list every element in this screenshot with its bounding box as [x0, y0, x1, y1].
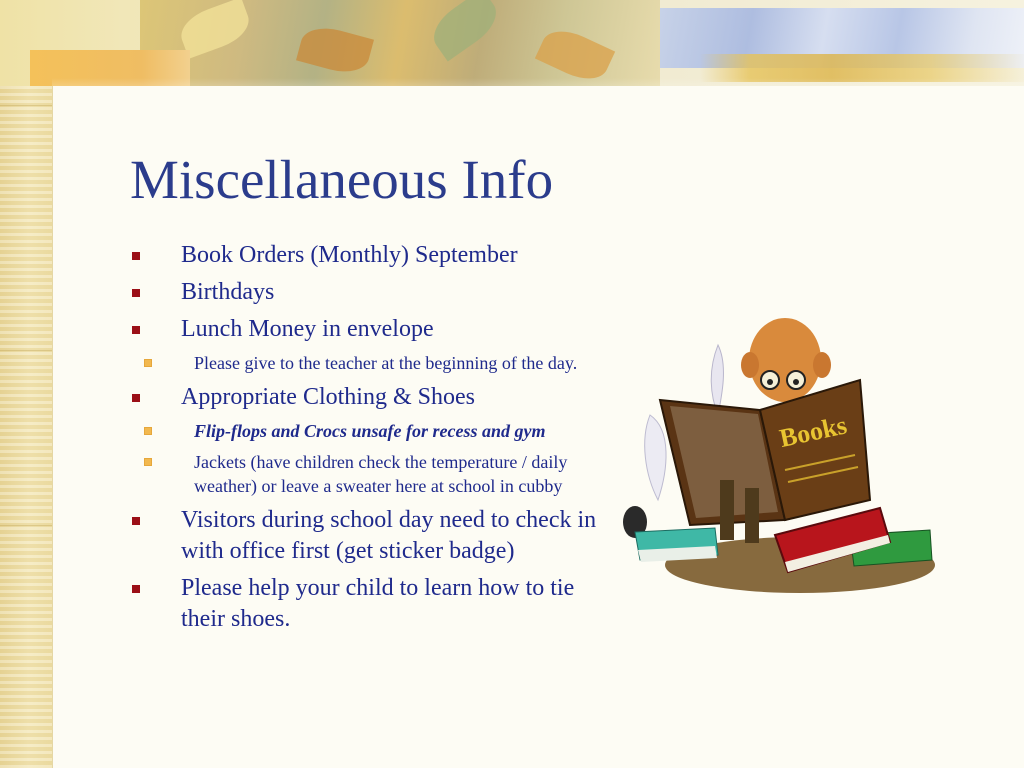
square-bullet-icon [132, 326, 140, 334]
strip-divider [0, 525, 52, 526]
bullet-text: Please help your child to learn how to tie their shoes. [181, 575, 575, 632]
bullet-list [130, 240, 600, 641]
strip-divider [0, 350, 52, 351]
sub-bullet-text: Jackets (have children check the temperature / daily weather) or leave a sweater here at school in cubby [194, 452, 568, 496]
head [749, 318, 821, 402]
sub-bullet-item [130, 450, 600, 498]
bullet-item [130, 240, 600, 271]
strip-divider [0, 105, 52, 106]
slide-title: Miscellaneous Info [130, 149, 554, 210]
leg [745, 488, 759, 543]
sub-bullet-item [130, 351, 600, 375]
square-bullet-icon [132, 394, 140, 402]
bullet-item [130, 573, 600, 635]
bullet-item [130, 314, 600, 345]
sub-bullet-text: Please give to the teacher at the beginning of the day. [194, 353, 578, 373]
sub-bullet-item [130, 419, 600, 443]
left-parchment-strip [0, 0, 53, 768]
top-decorative-band [0, 0, 1024, 86]
bullet-item [130, 277, 600, 308]
sub-bullet-text: Flip-flops and Crocs unsafe for recess and gym [194, 421, 546, 441]
ear [741, 352, 759, 378]
square-bullet-icon [132, 289, 140, 297]
bullet-text: Visitors during school day need to check in with office first (get sticker badge) [181, 507, 597, 564]
bullet-item [130, 382, 600, 413]
quill-icon [645, 415, 666, 500]
square-bullet-icon [132, 252, 140, 260]
bullet-text: Appropriate Clothing & Shoes [181, 384, 475, 410]
bullet-text: Birthdays [181, 279, 275, 305]
ear [813, 352, 831, 378]
square-bullet-icon [132, 585, 140, 593]
leg [720, 480, 734, 540]
sub-bullet-icon [144, 458, 152, 466]
bullet-item [130, 505, 600, 567]
book-label: Books [776, 410, 850, 453]
square-bullet-icon [132, 517, 140, 525]
reading-man-icon [610, 310, 940, 600]
sub-bullet-icon [144, 359, 152, 367]
bullet-text: Lunch Money in envelope [181, 316, 434, 342]
sub-bullet-icon [144, 427, 152, 435]
bullet-text: Book Orders (Monthly) September [181, 242, 518, 268]
